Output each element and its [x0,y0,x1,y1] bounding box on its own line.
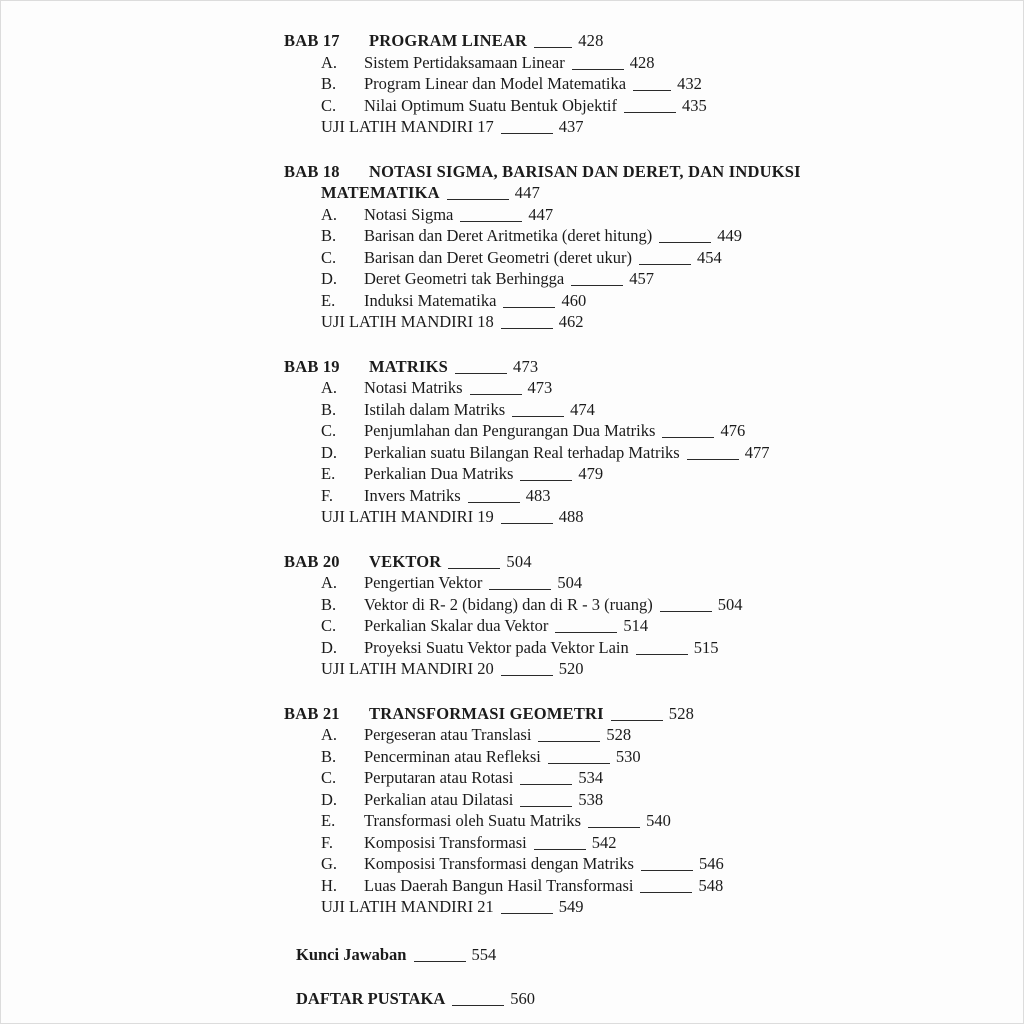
toc-entry [284,810,1013,832]
leader-line [520,783,572,785]
leader-line [455,372,507,374]
toc-entry [284,875,1013,897]
leader-line [611,719,663,721]
entry-title: Istilah dalam Matriks [364,399,506,419]
toc-entry [284,853,1013,875]
toc-entry [284,247,1013,269]
uji-latih-mandiri-entry [284,658,1013,680]
entry-letter: E. [321,811,336,830]
leader-line [512,415,564,417]
leader-line [534,46,572,48]
daftar-pustaka-page: 560 [510,989,536,1008]
entry-letter: H. [321,875,338,895]
entry-title: Perkalian Dua Matriks [364,464,514,483]
entry-page: 477 [744,442,770,462]
entry-letter: A. [321,378,338,397]
entry-title: Vektor di R- 2 (bidang) dan di R - 3 (ruang) [364,594,653,614]
entry-title: Sistem Pertidaksamaan Linear [364,52,565,72]
entry-letter: F. [321,485,333,505]
entry-letter: C. [321,95,337,115]
entry-page: 432 [677,74,702,93]
entry-page: 449 [717,226,742,245]
chapter-heading [284,356,1013,378]
uji-latih-mandiri-entry [284,896,1013,918]
entry-letter: A. [321,725,338,744]
toc-entry [284,377,1013,399]
leader-line [687,458,739,460]
chapter-title: MATRIKS [369,356,449,376]
toc-entry [284,73,1013,95]
uji-latih-mandiri-entry [284,116,1013,138]
leader-line [501,327,553,329]
chapter-title-line2: MATEMATIKA [321,183,440,202]
entry-page: 476 [720,421,746,440]
leader-line [468,501,520,503]
leader-line [640,891,692,893]
toc-entry [284,485,1013,507]
chapter-heading-continued [284,182,1013,204]
toc-entry [284,204,1013,226]
entry-title: Perkalian suatu Bilangan Real terhadap Matriks [364,442,680,462]
chapter-page: 428 [578,31,604,50]
entry-letter: C. [321,616,337,635]
uji-page: 520 [558,659,584,678]
leader-line [414,960,466,962]
entry-page: 548 [698,875,724,895]
toc-entry [284,789,1013,811]
entry-title: Pengertian Vektor [364,573,483,592]
entry-page: 514 [623,616,649,635]
entry-title: Komposisi Transformasi dengan Matriks [364,854,634,873]
entry-title: Barisan dan Deret Aritmetika (deret hitung) [364,226,653,245]
entry-letter: B. [321,594,337,614]
toc-entry [284,572,1013,594]
toc-entry [284,399,1013,421]
leader-line [624,111,676,113]
leader-line [659,241,711,243]
chapter-label: BAB 17 [284,31,340,50]
uji-title: UJI LATIH MANDIRI 17 [321,117,494,136]
toc-entry [284,420,1013,442]
leader-line [501,674,553,676]
entry-page: 447 [528,204,554,224]
entry-letter: G. [321,854,338,873]
chapter-label: BAB 20 [284,551,340,571]
leader-line [460,220,522,222]
leader-line [520,805,572,807]
entry-title: Pergeseran atau Translasi [364,725,532,744]
entry-letter: B. [321,74,337,93]
leader-line [501,132,553,134]
entry-letter: A. [321,204,338,224]
toc-entry [284,832,1013,854]
entry-page: 515 [693,637,719,657]
entry-letter: A. [321,573,338,592]
entry-page: 428 [629,52,655,72]
uji-title: UJI LATIH MANDIRI 20 [321,659,494,678]
uji-title: UJI LATIH MANDIRI 18 [321,312,494,331]
entry-page: 538 [578,789,604,809]
entry-title: Deret Geometri tak Berhingga [364,269,565,288]
chapter-label: BAB 19 [284,356,340,376]
entry-page: 460 [561,290,587,310]
entry-page: 474 [570,399,595,419]
toc-entry [284,225,1013,247]
chapter-page: 504 [506,551,532,571]
toc-entry [284,463,1013,485]
chapter-title: VEKTOR [369,551,442,571]
toc-entry [284,290,1013,312]
entry-title: Perputaran atau Rotasi [364,768,514,787]
uji-page: 437 [558,117,584,136]
entry-letter: E. [321,464,336,483]
chapter-section [284,30,1013,138]
entry-page: 435 [681,95,707,115]
entry-letter: E. [321,290,336,310]
leader-line [571,284,623,286]
daftar-pustaka-title: DAFTAR PUSTAKA [296,989,446,1008]
entry-title: Luas Daerah Bangun Hasil Transformasi [364,875,634,895]
entry-title: Induksi Matematika [364,290,497,310]
entry-letter: C. [321,247,337,267]
leader-line [470,393,522,395]
entry-page: 504 [717,594,743,614]
leader-line [588,826,640,828]
entry-page: 530 [615,746,641,766]
entry-letter: B. [321,746,337,766]
uji-page: 549 [558,897,584,916]
entry-title: Program Linear dan Model Matematika [364,74,627,93]
toc-entry [284,594,1013,616]
chapter-section [284,356,1013,528]
leader-line [660,610,712,612]
entry-title: Komposisi Transformasi [364,832,527,852]
entry-title: Proyeksi Suatu Vektor pada Vektor Lain [364,637,629,657]
entry-title: Nilai Optimum Suatu Bentuk Objektif [364,95,617,115]
entry-letter: C. [321,768,337,787]
entry-title: Notasi Sigma [364,204,454,224]
toc-entry [284,767,1013,789]
chapter-page: 447 [514,183,541,202]
chapter-title: NOTASI SIGMA, BARISAN DAN DERET, DAN INDUKSI [369,161,801,181]
entry-letter: D. [321,637,338,657]
uji-title: UJI LATIH MANDIRI 19 [321,507,494,526]
uji-latih-mandiri-entry [284,506,1013,528]
kunci-jawaban-title: Kunci Jawaban [296,944,407,964]
entry-letter: D. [321,269,338,288]
daftar-pustaka-entry [296,988,1013,1010]
entry-title: Invers Matriks [364,485,461,505]
entry-page: 540 [646,811,671,830]
uji-page: 488 [558,507,584,526]
chapter-heading [284,161,1013,183]
toc-entry [284,268,1013,290]
entry-letter: B. [321,399,337,419]
entry-letter: B. [321,226,337,245]
entry-letter: C. [321,421,337,440]
leader-line [520,479,572,481]
entry-page: 454 [697,247,722,267]
chapter-label: BAB 21 [284,703,340,723]
chapter-page: 528 [668,703,695,723]
entry-title: Perkalian Skalar dua Vektor [364,616,549,635]
chapter-heading [284,30,1013,52]
entry-letter: A. [321,52,338,72]
chapter-label: BAB 18 [284,161,340,181]
toc-entry [284,52,1013,74]
leader-line [572,68,624,70]
leader-line [452,1004,504,1006]
entry-title: Penjumlahan dan Pengurangan Dua Matriks [364,421,656,440]
uji-title: UJI LATIH MANDIRI 21 [321,897,494,916]
entry-page: 546 [698,854,724,873]
leader-line [489,588,551,590]
entry-title: Pencerminan atau Refleksi [364,746,541,766]
toc-entry [284,95,1013,117]
entry-letter: D. [321,789,338,809]
leader-line [534,848,586,850]
leader-line [555,631,617,633]
toc-entry [284,442,1013,464]
toc-entry [284,615,1013,637]
chapter-section [284,551,1013,680]
chapter-title: TRANSFORMASI GEOMETRI [369,703,604,723]
toc-entry [284,637,1013,659]
leader-line [633,89,671,91]
chapter-section [284,161,1013,333]
entry-letter: F. [321,832,333,852]
toc-entry [284,724,1013,746]
leader-line [538,740,600,742]
kunci-jawaban-entry [296,944,1013,966]
chapter-section [284,703,1013,918]
leader-line [501,912,553,914]
uji-latih-mandiri-entry [284,311,1013,333]
kunci-jawaban-page: 554 [471,944,497,964]
entry-page: 528 [606,725,632,744]
entry-page: 479 [578,464,604,483]
leader-line [636,653,688,655]
leader-line [662,436,714,438]
entry-title: Barisan dan Deret Geometri (deret ukur) [364,247,633,267]
leader-line [639,263,691,265]
entry-page: 483 [525,485,551,505]
leader-line [503,306,555,308]
chapter-heading [284,551,1013,573]
toc-entry [284,746,1013,768]
entry-page: 504 [557,573,583,592]
leader-line [448,567,500,569]
chapter-title: PROGRAM LINEAR [369,31,528,50]
entry-title: Notasi Matriks [364,378,463,397]
leader-line [641,869,693,871]
entry-page: 542 [591,832,617,852]
chapter-heading [284,703,1013,725]
entry-page: 534 [578,768,604,787]
chapter-page: 473 [513,356,539,376]
leader-line [501,522,553,524]
entry-page: 457 [629,269,654,288]
uji-page: 462 [558,312,584,331]
entry-letter: D. [321,442,338,462]
leader-line [447,198,509,200]
entry-title: Transformasi oleh Suatu Matriks [364,811,582,830]
leader-line [548,762,610,764]
entry-title: Perkalian atau Dilatasi [364,789,514,809]
entry-page: 473 [527,378,553,397]
